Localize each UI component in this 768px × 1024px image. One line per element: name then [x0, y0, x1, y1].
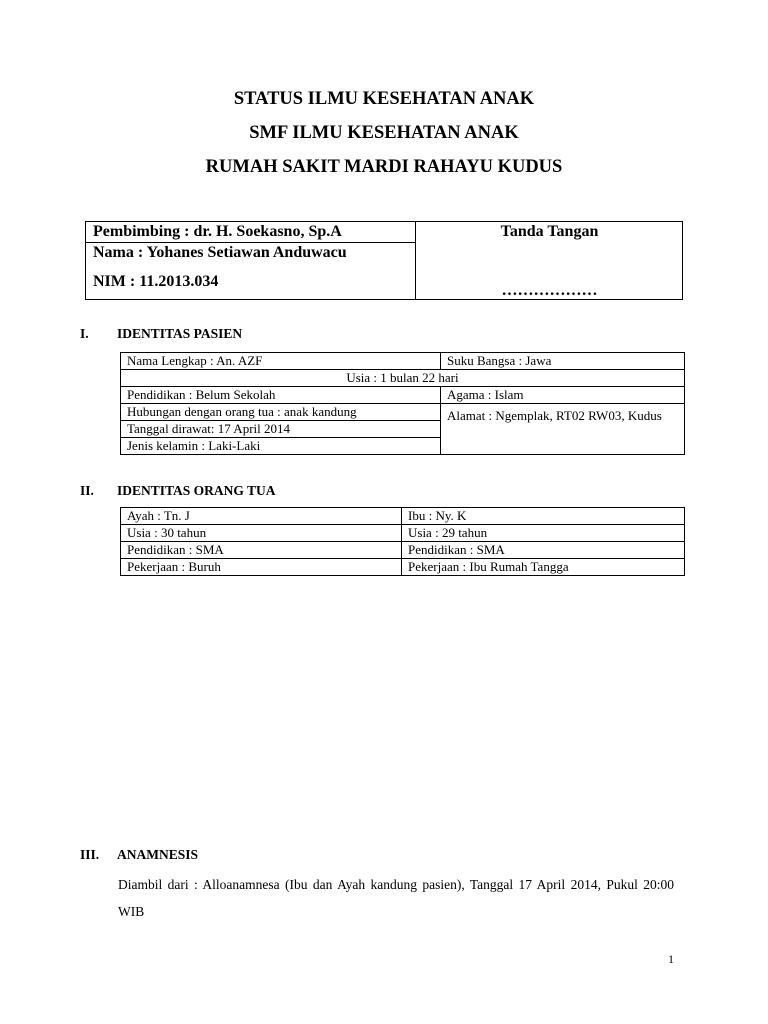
table-row: [121, 542, 685, 559]
patient-religion: Agama : Islam: [441, 387, 685, 404]
section-title: IDENTITAS PASIEN: [117, 326, 243, 341]
anamnesis-paragraph: Diambil dari : Alloanamnesa (Ibu dan Ayah kandung pasien), Tanggal 17 April 2014, Pukul 20:00 WIB: [118, 877, 674, 919]
section-title: IDENTITAS ORANG TUA: [117, 483, 276, 498]
table-row: [121, 525, 685, 542]
father-age: Usia : 30 tahun: [121, 525, 402, 542]
father-education: Pendidikan : SMA: [121, 542, 402, 559]
department-title: SMF ILMU KESEHATAN ANAK: [249, 123, 519, 143]
patient-gender: Jenis kelamin : Laki-Laki: [121, 438, 441, 455]
signature-line: ………………: [501, 282, 598, 299]
supervisor-name: Pembimbing : dr. H. Soekasno, Sp.A: [93, 223, 342, 240]
table-row: [121, 370, 685, 387]
table-row: [121, 559, 685, 576]
table-row: [121, 508, 685, 525]
parents-identity-table: [120, 507, 685, 576]
table-row: [121, 353, 685, 370]
document-title: STATUS ILMU KESEHATAN ANAK: [233, 89, 535, 109]
mother-occupation: Pekerjaan : Ibu Rumah Tangga: [402, 559, 685, 576]
patient-identity-table: [120, 352, 685, 455]
page-number: 1: [668, 952, 674, 966]
section-number: I.: [80, 326, 89, 341]
hospital-title: RUMAH SAKIT MARDI RAHAYU KUDUS: [205, 157, 563, 177]
student-nim: NIM : 11.2013.034: [93, 273, 219, 290]
section-title: ANAMNESIS: [117, 847, 199, 862]
signature-label: Tanda Tangan: [500, 223, 599, 240]
section-number: III.: [80, 847, 100, 862]
patient-full-name: Nama Lengkap : An. AZF: [121, 353, 441, 370]
student-name: Nama : Yohanes Setiawan Anduwacu: [93, 244, 347, 261]
table-row: [121, 387, 685, 404]
father-occupation: Pekerjaan : Buruh: [121, 559, 402, 576]
patient-admission-date: Tanggal dirawat: 17 April 2014: [121, 421, 441, 438]
mother-education: Pendidikan : SMA: [402, 542, 685, 559]
supervisor-table-row-divider: [86, 242, 415, 243]
patient-age: Usia : 1 bulan 22 hari: [121, 370, 685, 387]
patient-relationship: Hubungan dengan orang tua : anak kandung: [121, 404, 441, 421]
patient-ethnicity: Suku Bangsa : Jawa: [441, 353, 685, 370]
patient-address: Alamat : Ngemplak, RT02 RW03, Kudus: [441, 404, 685, 455]
supervisor-table: [85, 221, 683, 300]
table-row: [121, 404, 685, 421]
section-number: II.: [80, 483, 94, 498]
father-name: Ayah : Tn. J: [121, 508, 402, 525]
mother-age: Usia : 29 tahun: [402, 525, 685, 542]
mother-name: Ibu : Ny. K: [402, 508, 685, 525]
patient-education: Pendidikan : Belum Sekolah: [121, 387, 441, 404]
